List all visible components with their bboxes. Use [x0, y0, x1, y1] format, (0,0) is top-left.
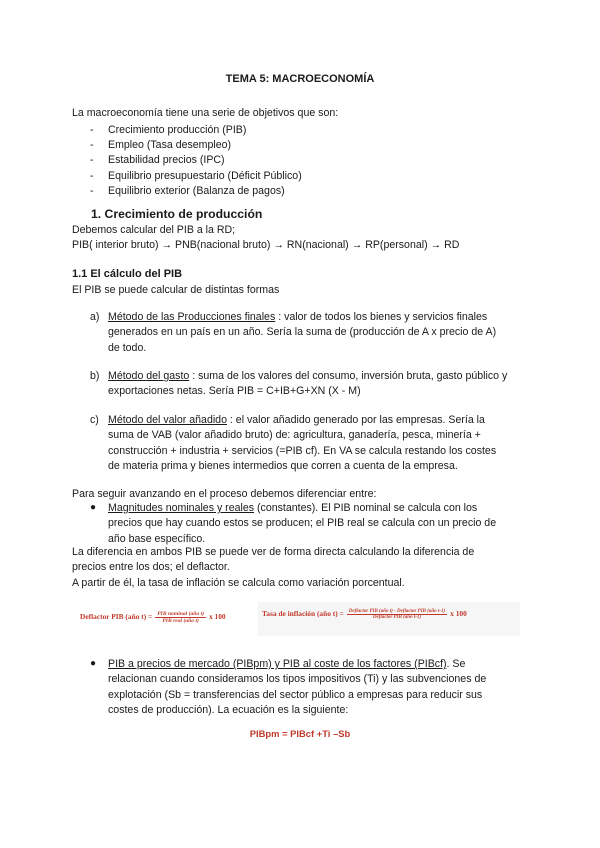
paragraph: PIB( interior bruto) → PNB(nacional bruto) → RN(nacional) → RP(personal) → RD: [72, 239, 460, 251]
list-item: - Empleo (Tasa desempleo): [90, 138, 302, 153]
list-marker: c): [90, 414, 99, 426]
list-marker: a): [90, 311, 100, 323]
paragraph: Para seguir avanzando en el proceso debemos diferenciar entre:: [72, 488, 377, 500]
list-item: - Estabilidad precios (IPC): [90, 153, 302, 168]
bullet-pib-prices: PIB a precios de mercado (PIBpm) y PIB al coste de los factores (PIBcf). Se relacionan cuando consideramos los tipos impositivos (Ti) y las subvenciones de explotación (Sb = transferencias del sector público a empresas para reducir sus costes de producción). La ecuación es la siguiente:: [108, 658, 487, 717]
bullet-name: Magnitudes nominales y reales: [108, 502, 255, 514]
method-c: Método del valor añadido : el valor añadido generado por las empresas. Sería la suma de VAB (valor añadido bruto) de: agricultura, ganadería, pesca, minería + construcción + industria + servicios (=PIB cf). En VA se calcula restando los costes de materia prima y bienes intermedios que corren a cuenta de la empresa.: [108, 414, 497, 473]
paragraph: El PIB se puede calcular de distintas formas: [72, 284, 280, 296]
objectives-list: [90, 123, 302, 199]
list-item: - Equilibrio presupuestario (Déficit Público): [90, 169, 302, 184]
inflation-formula: Tasa de inflación (año t) = $\frac{\text{Deflactor PIB (año t) - Deflactor PIB (año t-1)}}{\text{Deflactor PIB (año t-1)}}$ x 100: [258, 602, 520, 636]
method-name: Método de las Producciones finales: [108, 311, 276, 323]
method-name: Método del gasto: [108, 370, 190, 382]
section-heading: 1. Crecimiento de producción: [91, 207, 263, 221]
bullet-icon: ●: [90, 502, 97, 513]
page-title: TEMA 5: MACROECONOMÍA: [225, 73, 375, 85]
subsection-heading: 1.1 El cálculo del PIB: [72, 268, 183, 280]
method-a: Método de las Producciones finales : valor de todos los bienes y servicios finales generados en un país en un año. Sería la suma de (producción de A x precio de A) de todo.: [108, 311, 497, 354]
intro-text: La macroeconomía tiene una serie de objetivos que son:: [72, 107, 339, 119]
method-b: Método del gasto : suma de los valores del consumo, inversión bruta, gasto público y exportaciones netas. Sería PIB = C+IB+G+XN (X - M): [108, 370, 508, 398]
fraction: $\frac{\text{PIB nominal (año t)}}{\text{PIB real (año t)}}$: [157, 611, 204, 624]
method-name: Método del valor añadido: [108, 414, 227, 426]
equation: PIBpm = PIBcf +Ti –Sb: [249, 728, 351, 739]
list-item: - Crecimiento producción (PIB): [90, 123, 302, 138]
bullet-magnitudes: Magnitudes nominales y reales (constantes). El PIB nominal se calcula con los precios que hay cuando estos se producen; el PIB real se calcula con un precio de año base específico.: [108, 502, 497, 545]
list-item: - Equilibrio exterior (Balanza de pagos): [90, 184, 302, 199]
deflator-paragraph: La diferencia en ambos PIB se puede ver de forma directa calculando la diferencia de precios entre los dos; el deflactor. A partir de él, la tasa de inflación se calcula como variación porcentual.: [72, 546, 475, 589]
bullet-icon: ●: [90, 658, 97, 669]
bullet-name: PIB a precios de mercado (PIBpm) y PIB al coste de los factores (PIBcf): [108, 658, 447, 670]
list-marker: b): [90, 370, 100, 382]
deflator-formula: Deflactor PIB (año t) = $\frac{\text{PIB nominal (año t)}}{\text{PIB real (año t)}}$ x 100: [78, 605, 254, 635]
fraction: $\frac{\text{Deflactor PIB (año t) - Deflactor PIB (año t-1)}}{\text{Deflactor PIB (año t-1)}}$: [348, 609, 446, 620]
paragraph: Debemos calcular del PIB a la RD;: [72, 224, 236, 236]
